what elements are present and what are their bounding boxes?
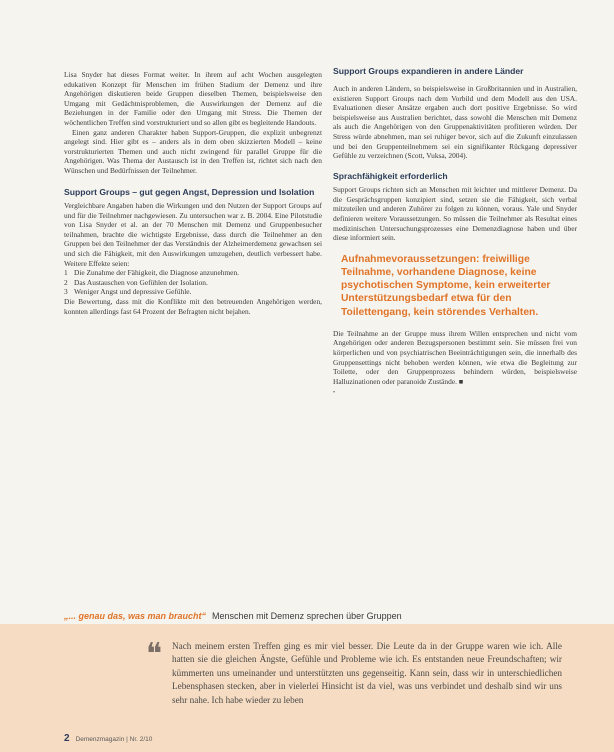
body-paragraph-1: Vergleichbare Angaben haben die Wirkungen und den Nutzen der Support Groups auf und für die Teilnehmer nachgewiesen. Zu untersuchen war z. B. 2004. Eine Pilotstudie von Lisa Snyder et al. an der 70 Menschen mit Demenz und Gruppenbesucher teilnahmen, brachte die wichtigste Ergebnisse, dass durch die Teilnehmer an den Gruppen bei den Teilnehmer der das Verständnis der Alzheimerdemenz gewachsen sei und sich die Fähigkeit, mit den Auswirkungen umzugehen, deutlich verbessert habe. Weitere Effekte seien:	[64, 201, 322, 268]
section-heading-expansion: Support Groups expandieren in andere Länder	[333, 66, 524, 76]
quote-section-subtitle: Menschen mit Demenz sprechen über Gruppen	[212, 611, 402, 621]
right-column	[333, 84, 577, 399]
list-number: 1	[64, 268, 68, 278]
page-number: 2	[64, 733, 70, 744]
section-heading-language: Sprachfähigkeit erforderlich	[333, 170, 448, 181]
intro-paragraph-2: Einen ganz anderen Charakter haben Support-Gruppen, die explizit unbegrenzt angelegt sind. Hier gibt es – anders als in dem oben skizzierten Modell – keine vorstrukturierten Themen und auch nicht zwingend für parallel Gruppe für die Angehörigen. Was Thema der Austausch ist in den Treffen ist, richtet sich nach den Wünschen und Bedürfnissen der Teilnehmer.	[64, 127, 322, 175]
body-paragraph-2: Die Bewertung, dass mit die Konflikte mit den betreuenden Angehörigen werden, konnten allerdings fast 64 Prozent der Befragten nicht bejahen.	[64, 296, 322, 316]
end-mark: •	[333, 390, 336, 397]
right-paragraph-1: Auch in anderen Ländern, so beispielsweise in Großbritannien und in Australien, existieren Support Groups nach dem Vorbild und dem Modell aus den USA. Evaluationen dieser Ansätze ergaben auch dort positive Ergebnisse. So wird beispielsweise aus Australien berichtet, dass sowohl die Menschen mit Demenz als auch die Angehörigen von den Gruppenaktivitäten profitieren würden. Der Stress würde abnehmen, man sei ruhiger bevor, sich auf die Zukunft einzulassen und bei den Gruppenteilnehmern sei ein signifikanter Rückgang depressiver Gefühle zu verzeichnen (Scott, Vuksa, 2004).	[333, 84, 577, 161]
list-item-text: Das Austauschen von Gefühlen der Isolation.	[74, 277, 208, 287]
quote-section-headline: „... genau das, was man braucht“	[64, 611, 207, 621]
page-footer	[64, 733, 152, 744]
list-item	[64, 268, 322, 278]
quotation-mark-icon: ❝	[146, 638, 163, 671]
participant-quote: Nach meinem ersten Treffen ging es mir viel besser. Die Leute da in der Gruppe waren wie ich. Alle hatten sie die gleichen Ängste, Gefühle und Probleme wie ich. Es entstanden neue Freundschaften; wir kümmerten uns umeinander und unterstützten uns gegenseitig. Kann sein, dass wir in unterschiedlichen Lebensphasen stecken, aber in vielerlei Hinsicht ist da viel, was uns verbindet und deshalb sind wir uns sehr nahe. Ich habe wieder zu leben	[172, 641, 562, 705]
list-item-text: Weniger Angst und depressive Gefühle.	[74, 287, 192, 297]
list-item-text: Die Zunahme der Fähigkeit, die Diagnose anzunehmen.	[74, 268, 240, 278]
list-number: 3	[64, 287, 68, 297]
footer-publication: Demenzmagazin | Nr. 2/10	[75, 736, 153, 743]
section-heading-support-groups: Support Groups – gut gegen Angst, Depression und Isolation	[64, 186, 315, 197]
right-paragraph-3: Die Teilnahme an der Gruppe muss ihrem Willen entsprechen und nicht vom Angehörigen oder anderen Bezugspersonen bestimmt sein. Sie müssen frei von körperlichen und von psychiatrischen Beeinträchtigungen sein, die innerhalb des Gruppensettings nicht behoben werden können, wie etwa die Begleitung zur Toilette, oder den Gruppenprozess behindern würden, beispielsweise Halluzinationen oder paranoide Zustände. ■	[333, 328, 577, 386]
list-item	[64, 278, 322, 288]
right-paragraph-2: Support Groups richten sich an Menschen mit leichter und mittlerer Demenz. Da die Gesprächsgruppen konzipiert sind, setzen sie die Fähigkeit, sich verbal mitzuteilen und anderen Zuhörer zu folgen zu können, voraus. Yale und Snyder definieren weitere Voraussetzungen. So müssen die Teilnehmer als Resultat eines medizinischen Untersuchungsprozesses eine Demenzdiagnose haben und über diese informiert sein.	[333, 185, 577, 243]
quote-section-title	[64, 610, 604, 622]
effects-list	[64, 268, 322, 297]
intro-paragraph-1: Lisa Snyder hat dieses Format weiter. In ihrem auf acht Wochen ausgelegten edukativen Konzept für Menschen im frühen Stadium der Demenz und ihre Angehörigen diskutieren beide Gruppen dieselben Themen, beispielsweise den Umgang mit Gedächtnisproblemen, die Auswirkungen der Demenz auf die Beziehungen in der Familie oder den Umgang mit Stress. Die Themen der wöchentlichen Treffen sind vorstrukturiert und so allen gibt es begleitende Handouts.	[64, 70, 322, 127]
list-number: 2	[64, 277, 68, 287]
pull-quote: Aufnahmevoraussetzungen: freiwillige Teilnahme, vorhandene Diagnose, keine psychotischen Symptome, kein erweiterter Unterstützungsbedarf etwa für den Toilettengang, kein störendes Verhalten.	[341, 253, 551, 318]
list-item	[64, 287, 322, 297]
left-column	[64, 70, 322, 316]
